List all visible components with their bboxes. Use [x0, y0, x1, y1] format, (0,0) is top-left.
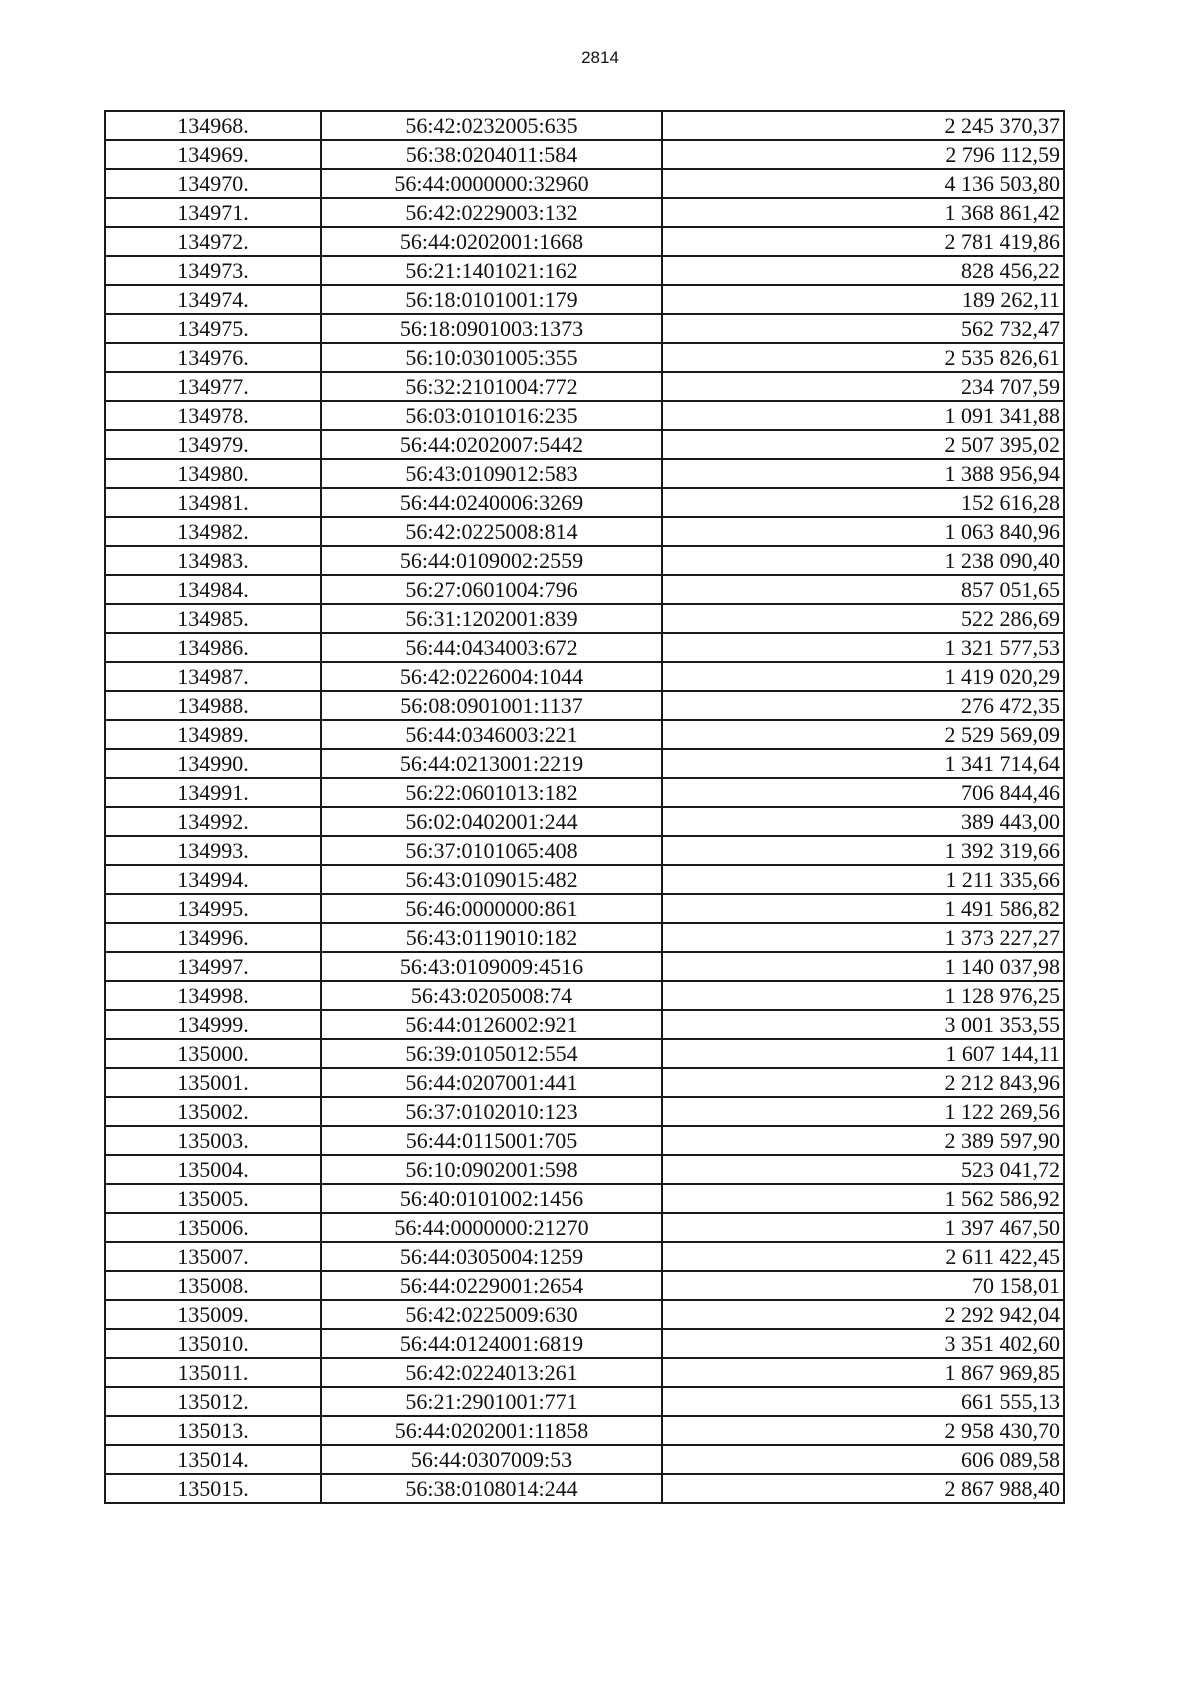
table-row: [105, 1445, 1064, 1474]
table-row: [105, 1416, 1064, 1445]
cadastral-number-cell: 56:42:0229003:132: [321, 198, 662, 227]
table-body: [105, 111, 1064, 1503]
row-number-cell: 134969.: [105, 140, 321, 169]
cadastral-number-cell: 56:10:0301005:355: [321, 343, 662, 372]
cadastral-number-cell: 56:44:0115001:705: [321, 1126, 662, 1155]
table-row: [105, 865, 1064, 894]
table-row: [105, 633, 1064, 662]
row-number-cell: 135012.: [105, 1387, 321, 1416]
table-row: [105, 1387, 1064, 1416]
table-row: [105, 430, 1064, 459]
row-number-cell: 134985.: [105, 604, 321, 633]
cadastral-value-cell: 606 089,58: [662, 1445, 1064, 1474]
cadastral-number-cell: 56:43:0119010:182: [321, 923, 662, 952]
cadastral-value-cell: 857 051,65: [662, 575, 1064, 604]
cadastral-value-cell: 706 844,46: [662, 778, 1064, 807]
table-row: [105, 720, 1064, 749]
cadastral-number-cell: 56:32:2101004:772: [321, 372, 662, 401]
cadastral-value-cell: 1 321 577,53: [662, 633, 1064, 662]
cadastral-number-cell: 56:44:0126002:921: [321, 1010, 662, 1039]
cadastral-number-cell: 56:46:0000000:861: [321, 894, 662, 923]
cadastral-number-cell: 56:18:0901003:1373: [321, 314, 662, 343]
cadastral-value-cell: 234 707,59: [662, 372, 1064, 401]
cadastral-number-cell: 56:08:0901001:1137: [321, 691, 662, 720]
table-row: [105, 1271, 1064, 1300]
cadastral-number-cell: 56:44:0240006:3269: [321, 488, 662, 517]
cadastral-number-cell: 56:44:0207001:441: [321, 1068, 662, 1097]
row-number-cell: 134982.: [105, 517, 321, 546]
cadastral-number-cell: 56:44:0346003:221: [321, 720, 662, 749]
cadastral-value-table: [104, 110, 1065, 1504]
cadastral-number-cell: 56:21:1401021:162: [321, 256, 662, 285]
cadastral-value-cell: 1 419 020,29: [662, 662, 1064, 691]
table-row: [105, 1010, 1064, 1039]
cadastral-value-cell: 1 122 269,56: [662, 1097, 1064, 1126]
cadastral-number-cell: 56:21:2901001:771: [321, 1387, 662, 1416]
cadastral-value-cell: 276 472,35: [662, 691, 1064, 720]
cadastral-value-cell: 2 867 988,40: [662, 1474, 1064, 1503]
cadastral-value-cell: 3 351 402,60: [662, 1329, 1064, 1358]
row-number-cell: 135014.: [105, 1445, 321, 1474]
cadastral-value-cell: 828 456,22: [662, 256, 1064, 285]
cadastral-value-cell: 522 286,69: [662, 604, 1064, 633]
row-number-cell: 135003.: [105, 1126, 321, 1155]
row-number-cell: 134994.: [105, 865, 321, 894]
cadastral-number-cell: 56:38:0204011:584: [321, 140, 662, 169]
table-row: [105, 227, 1064, 256]
cadastral-value-cell: 1 392 319,66: [662, 836, 1064, 865]
row-number-cell: 135009.: [105, 1300, 321, 1329]
cadastral-value-cell: 2 389 597,90: [662, 1126, 1064, 1155]
cadastral-number-cell: 56:31:1202001:839: [321, 604, 662, 633]
table-row: [105, 517, 1064, 546]
table-row: [105, 1474, 1064, 1503]
cadastral-value-cell: 2 245 370,37: [662, 111, 1064, 140]
cadastral-number-cell: 56:10:0902001:598: [321, 1155, 662, 1184]
table-row: [105, 981, 1064, 1010]
cadastral-number-cell: 56:43:0109012:583: [321, 459, 662, 488]
cadastral-number-cell: 56:40:0101002:1456: [321, 1184, 662, 1213]
cadastral-value-cell: 2 212 843,96: [662, 1068, 1064, 1097]
row-number-cell: 134998.: [105, 981, 321, 1010]
cadastral-value-cell: 2 781 419,86: [662, 227, 1064, 256]
table-row: [105, 169, 1064, 198]
table-row: [105, 1358, 1064, 1387]
table-row: [105, 285, 1064, 314]
table-row: [105, 923, 1064, 952]
table-row: [105, 1329, 1064, 1358]
cadastral-value-cell: 1 368 861,42: [662, 198, 1064, 227]
cadastral-value-cell: 1 562 586,92: [662, 1184, 1064, 1213]
table-row: [105, 198, 1064, 227]
cadastral-number-cell: 56:42:0225008:814: [321, 517, 662, 546]
table-row: [105, 778, 1064, 807]
cadastral-value-cell: 2 292 942,04: [662, 1300, 1064, 1329]
table-row: [105, 1184, 1064, 1213]
table-row: [105, 1097, 1064, 1126]
cadastral-number-cell: 56:44:0305004:1259: [321, 1242, 662, 1271]
row-number-cell: 134971.: [105, 198, 321, 227]
table-row: [105, 459, 1064, 488]
table-row: [105, 1155, 1064, 1184]
table-row: [105, 1068, 1064, 1097]
row-number-cell: 134970.: [105, 169, 321, 198]
cadastral-value-cell: 1 341 714,64: [662, 749, 1064, 778]
table-row: [105, 546, 1064, 575]
cadastral-value-cell: 1 397 467,50: [662, 1213, 1064, 1242]
cadastral-value-cell: 2 507 395,02: [662, 430, 1064, 459]
cadastral-number-cell: 56:42:0225009:630: [321, 1300, 662, 1329]
row-number-cell: 134983.: [105, 546, 321, 575]
cadastral-number-cell: 56:43:0109009:4516: [321, 952, 662, 981]
table-row: [105, 691, 1064, 720]
row-number-cell: 134999.: [105, 1010, 321, 1039]
cadastral-value-cell: 1 388 956,94: [662, 459, 1064, 488]
row-number-cell: 134978.: [105, 401, 321, 430]
row-number-cell: 134990.: [105, 749, 321, 778]
row-number-cell: 134984.: [105, 575, 321, 604]
row-number-cell: 135002.: [105, 1097, 321, 1126]
cadastral-value-cell: 3 001 353,55: [662, 1010, 1064, 1039]
table-row: [105, 343, 1064, 372]
cadastral-number-cell: 56:22:0601013:182: [321, 778, 662, 807]
row-number-cell: 134977.: [105, 372, 321, 401]
row-number-cell: 135006.: [105, 1213, 321, 1242]
cadastral-number-cell: 56:44:0434003:672: [321, 633, 662, 662]
cadastral-value-cell: 1 211 335,66: [662, 865, 1064, 894]
row-number-cell: 135005.: [105, 1184, 321, 1213]
table-row: [105, 807, 1064, 836]
table-row: [105, 1242, 1064, 1271]
cadastral-value-cell: 2 958 430,70: [662, 1416, 1064, 1445]
table-row: [105, 314, 1064, 343]
table-row: [105, 111, 1064, 140]
row-number-cell: 134996.: [105, 923, 321, 952]
row-number-cell: 134980.: [105, 459, 321, 488]
table-row: [105, 401, 1064, 430]
table-row: [105, 662, 1064, 691]
cadastral-value-cell: 562 732,47: [662, 314, 1064, 343]
cadastral-number-cell: 56:38:0108014:244: [321, 1474, 662, 1503]
cadastral-value-cell: 1 607 144,11: [662, 1039, 1064, 1068]
table-row: [105, 1213, 1064, 1242]
row-number-cell: 134972.: [105, 227, 321, 256]
row-number-cell: 135004.: [105, 1155, 321, 1184]
cadastral-value-cell: 1 867 969,85: [662, 1358, 1064, 1387]
cadastral-number-cell: 56:44:0109002:2559: [321, 546, 662, 575]
row-number-cell: 134974.: [105, 285, 321, 314]
cadastral-value-cell: 70 158,01: [662, 1271, 1064, 1300]
cadastral-number-cell: 56:27:0601004:796: [321, 575, 662, 604]
cadastral-number-cell: 56:44:0202001:11858: [321, 1416, 662, 1445]
cadastral-value-cell: 189 262,11: [662, 285, 1064, 314]
cadastral-value-cell: 1 238 090,40: [662, 546, 1064, 575]
cadastral-value-cell: 152 616,28: [662, 488, 1064, 517]
row-number-cell: 134997.: [105, 952, 321, 981]
row-number-cell: 135000.: [105, 1039, 321, 1068]
cadastral-number-cell: 56:03:0101016:235: [321, 401, 662, 430]
table-row: [105, 1126, 1064, 1155]
table-row: [105, 372, 1064, 401]
cadastral-number-cell: 56:44:0000000:21270: [321, 1213, 662, 1242]
table-row: [105, 1300, 1064, 1329]
table-row: [105, 1039, 1064, 1068]
cadastral-value-cell: 1 140 037,98: [662, 952, 1064, 981]
row-number-cell: 135011.: [105, 1358, 321, 1387]
row-number-cell: 135008.: [105, 1271, 321, 1300]
cadastral-value-cell: 2 796 112,59: [662, 140, 1064, 169]
table-row: [105, 575, 1064, 604]
cadastral-number-cell: 56:42:0226004:1044: [321, 662, 662, 691]
cadastral-value-cell: 661 555,13: [662, 1387, 1064, 1416]
cadastral-number-cell: 56:02:0402001:244: [321, 807, 662, 836]
cadastral-value-cell: 389 443,00: [662, 807, 1064, 836]
row-number-cell: 135007.: [105, 1242, 321, 1271]
cadastral-number-cell: 56:44:0202001:1668: [321, 227, 662, 256]
row-number-cell: 134991.: [105, 778, 321, 807]
row-number-cell: 135010.: [105, 1329, 321, 1358]
row-number-cell: 134976.: [105, 343, 321, 372]
table-row: [105, 952, 1064, 981]
cadastral-number-cell: 56:37:0101065:408: [321, 836, 662, 865]
cadastral-number-cell: 56:42:0232005:635: [321, 111, 662, 140]
row-number-cell: 134988.: [105, 691, 321, 720]
cadastral-number-cell: 56:44:0213001:2219: [321, 749, 662, 778]
cadastral-number-cell: 56:39:0105012:554: [321, 1039, 662, 1068]
row-number-cell: 134973.: [105, 256, 321, 285]
row-number-cell: 134992.: [105, 807, 321, 836]
table-row: [105, 140, 1064, 169]
cadastral-value-cell: 1 128 976,25: [662, 981, 1064, 1010]
cadastral-number-cell: 56:18:0101001:179: [321, 285, 662, 314]
table-row: [105, 894, 1064, 923]
table-row: [105, 749, 1064, 778]
row-number-cell: 134979.: [105, 430, 321, 459]
cadastral-number-cell: 56:44:0202007:5442: [321, 430, 662, 459]
row-number-cell: 134986.: [105, 633, 321, 662]
row-number-cell: 135013.: [105, 1416, 321, 1445]
cadastral-value-cell: 1 491 586,82: [662, 894, 1064, 923]
cadastral-value-cell: 2 611 422,45: [662, 1242, 1064, 1271]
row-number-cell: 135001.: [105, 1068, 321, 1097]
cadastral-value-cell: 2 529 569,09: [662, 720, 1064, 749]
cadastral-value-cell: 1 373 227,27: [662, 923, 1064, 952]
row-number-cell: 135015.: [105, 1474, 321, 1503]
cadastral-number-cell: 56:44:0124001:6819: [321, 1329, 662, 1358]
row-number-cell: 134968.: [105, 111, 321, 140]
table-row: [105, 604, 1064, 633]
cadastral-number-cell: 56:44:0229001:2654: [321, 1271, 662, 1300]
table-row: [105, 256, 1064, 285]
cadastral-number-cell: 56:43:0205008:74: [321, 981, 662, 1010]
table-row: [105, 836, 1064, 865]
cadastral-value-cell: 1 091 341,88: [662, 401, 1064, 430]
cadastral-value-cell: 523 041,72: [662, 1155, 1064, 1184]
row-number-cell: 134995.: [105, 894, 321, 923]
row-number-cell: 134993.: [105, 836, 321, 865]
cadastral-number-cell: 56:44:0000000:32960: [321, 169, 662, 198]
row-number-cell: 134987.: [105, 662, 321, 691]
cadastral-value-cell: 1 063 840,96: [662, 517, 1064, 546]
row-number-cell: 134975.: [105, 314, 321, 343]
cadastral-number-cell: 56:42:0224013:261: [321, 1358, 662, 1387]
cadastral-number-cell: 56:43:0109015:482: [321, 865, 662, 894]
cadastral-value-cell: 4 136 503,80: [662, 169, 1064, 198]
row-number-cell: 134989.: [105, 720, 321, 749]
page-number: 2814: [581, 48, 619, 67]
cadastral-number-cell: 56:37:0102010:123: [321, 1097, 662, 1126]
cadastral-value-cell: 2 535 826,61: [662, 343, 1064, 372]
row-number-cell: 134981.: [105, 488, 321, 517]
cadastral-number-cell: 56:44:0307009:53: [321, 1445, 662, 1474]
table-row: [105, 488, 1064, 517]
